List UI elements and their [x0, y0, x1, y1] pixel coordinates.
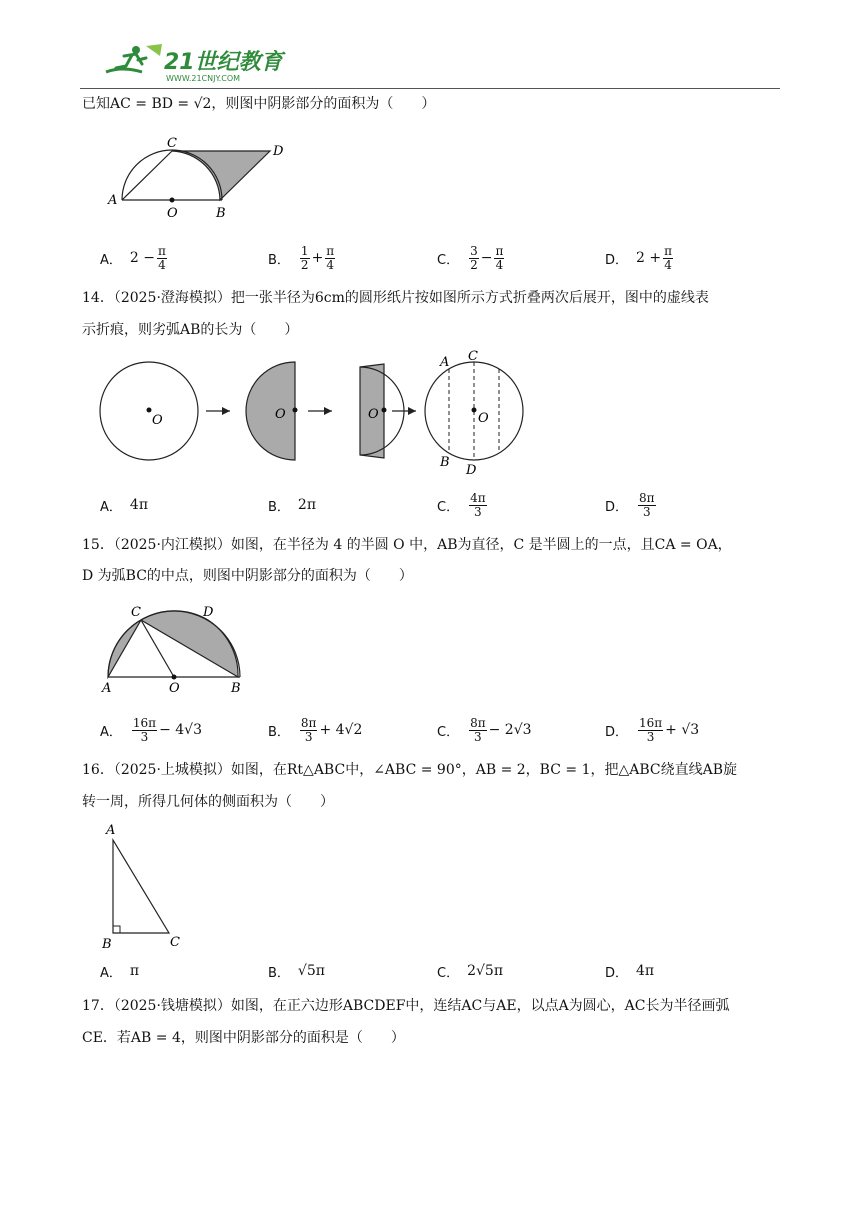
q14-option-a[interactable]: A． 4π: [100, 497, 149, 515]
q14-options: [100, 490, 800, 520]
q17-stem-line1: 17．（2025·钱塘模拟）如图，在正六边形ABCDEF中，连结AC与AE，以点A为圆心，AC长为半径画弧: [82, 998, 730, 1014]
svg-text:O: O: [169, 681, 180, 696]
q16-options: [100, 956, 800, 986]
q13-figure: [100, 134, 300, 224]
svg-text:B: B: [440, 455, 450, 470]
svg-text:O: O: [167, 206, 178, 221]
q17-stem-line2: CE．若AB = 4，则图中阴影部分的面积是（ ）: [82, 1030, 405, 1046]
q14-option-c[interactable]: C． $\frac{4\pi}{3}$: [437, 490, 486, 519]
q16-stem-line2: 转一周，所得几何体的侧面积为（ ）: [82, 794, 334, 810]
svg-text:O: O: [478, 411, 489, 426]
svg-text:A: A: [440, 355, 450, 370]
svg-text:B: B: [231, 681, 241, 696]
svg-text:A: A: [108, 193, 118, 208]
logo: [102, 42, 302, 84]
svg-text:WWW.21CNJY.COM: WWW.21CNJY.COM: [166, 74, 241, 83]
q16-option-d[interactable]: D． 4π: [605, 963, 655, 981]
q14-figure: [98, 344, 528, 476]
q16-option-b[interactable]: B． √5π: [268, 963, 325, 981]
q13-options: [100, 243, 800, 273]
svg-text:A: A: [102, 681, 112, 696]
svg-text:D: D: [203, 605, 214, 620]
svg-text:A: A: [106, 823, 116, 838]
q14-stem-line1: 14．（2025·澄海模拟）把一张半径为6cm的圆形纸片按如图所示方式折叠两次后展开，图中的虚线表: [82, 290, 709, 306]
q15-stem-line1: 15．（2025·内江模拟）如图，在半径为 4 的半圆 O 中，AB为直径，C 是半圆上的一点，且CA = OA，: [82, 537, 732, 553]
q15-option-c[interactable]: C． $\frac{8\pi}{3}$ − 2√3: [437, 715, 532, 744]
svg-text:21世纪教育: 21世纪教育: [164, 50, 283, 75]
svg-text:C: C: [468, 349, 478, 364]
q15-options: [100, 715, 800, 745]
q14-stem-line2: 示折痕，则劣弧AB的长为（ ）: [82, 322, 299, 338]
q13-option-b[interactable]: B． $\frac{1}{2}$ + $\frac{\pi}{4}$: [268, 243, 335, 272]
svg-text:O: O: [275, 407, 286, 422]
page-header: [80, 40, 780, 89]
q13-option-a[interactable]: A． 2 − $\frac{\pi}{4}$: [100, 243, 166, 272]
q13-option-c[interactable]: C． $\frac{3}{2}$ − $\frac{\pi}{4}$: [437, 243, 504, 272]
svg-text:D: D: [273, 144, 284, 159]
svg-text:C: C: [167, 136, 177, 151]
svg-text:O: O: [152, 413, 163, 428]
q15-option-a[interactable]: A． $\frac{16\pi}{3}$ − 4√3: [100, 715, 202, 744]
q15-stem-line2: D 为弧BC的中点，则图中阴影部分的面积为（ ）: [82, 568, 413, 584]
q16-figure: [98, 818, 198, 954]
q16-option-a[interactable]: A． π: [100, 963, 140, 981]
svg-text:B: B: [216, 206, 226, 221]
q15-figure: [98, 600, 258, 696]
svg-text:C: C: [131, 605, 141, 620]
q13-stem: 已知AC = BD = √2，则图中阴影部分的面积为（ ）: [82, 96, 436, 112]
svg-text:B: B: [102, 937, 112, 952]
q13-option-d[interactable]: D． 2 + $\frac{\pi}{4}$: [605, 243, 672, 272]
q16-stem-line1: 16．（2025·上城模拟）如图，在Rt△ABC中，∠ABC = 90°，AB = 2，BC = 1，把△ABC绕直线AB旋: [82, 762, 738, 778]
svg-text:C: C: [170, 935, 180, 950]
q15-option-b[interactable]: B． $\frac{8\pi}{3}$ + 4√2: [268, 715, 363, 744]
q16-option-c[interactable]: C． 2√5π: [437, 963, 504, 981]
svg-text:D: D: [466, 463, 477, 476]
q14-option-b[interactable]: B． 2π: [268, 497, 317, 515]
svg-text:O: O: [368, 407, 379, 422]
q15-option-d[interactable]: D． $\frac{16\pi}{3}$ + √3: [605, 715, 700, 744]
q14-option-d[interactable]: D． $\frac{8\pi}{3}$: [605, 490, 655, 519]
